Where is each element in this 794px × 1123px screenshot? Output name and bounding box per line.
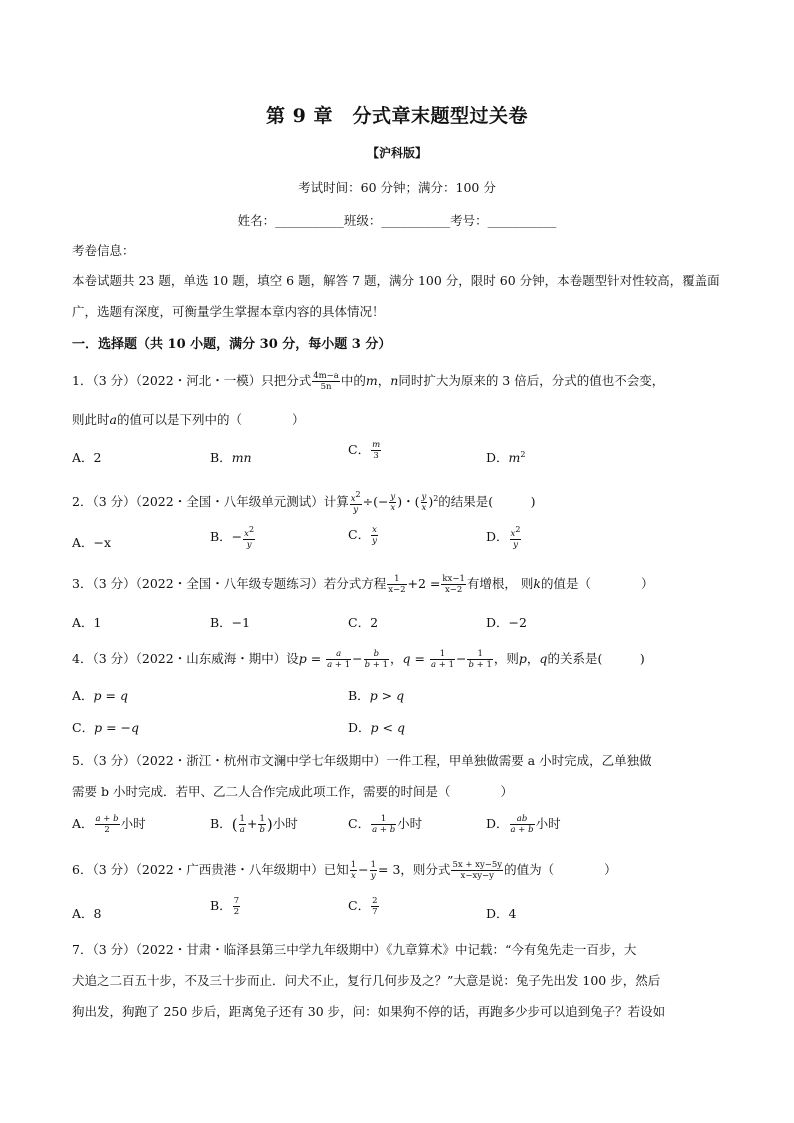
question-4: 4．（3 分）（2022・山东威海・期中）设p = $\frac{a}{a + 1}$ − $\frac{b}{b + 1}$ ，q = $\frac{1}{a + 1}$ − $\frac{1}{b + 1}$ ，则p，q的关系是( ) [72,649,645,670]
option-a[interactable]: A．−x [72,535,112,550]
question-6: 6．（3 分）（2022・广西贵港・八年级期中）已知 $\frac{1}{x}$ − $\frac{1}{y}$ = 3，则分式 $\frac{5x + xy-5y}{x-xy-y}$ 的值为（ ） [72,860,617,881]
option-a[interactable]: A．8 [72,906,102,921]
option-a[interactable]: A．2 [72,450,102,465]
question-7-line1: 7．（3 分）（2022・甘肃・临泽县第三中学九年级期中）《九章算术》中记载：“今有兔先走一百步，大 [72,942,637,957]
option-d[interactable]: D．−2 [486,615,527,630]
student-info-line: 姓名：___________班级：___________考号：___________ [237,213,557,228]
option-a[interactable]: A．1 [72,615,102,630]
option-b[interactable]: B． $\frac{7}{2}$ [210,896,240,917]
option-d[interactable]: D．p < q [348,720,405,735]
question-5-line2: 需要 b 小时完成．若甲、乙二人合作完成此项工作，需要的时间是（ ） [72,784,513,799]
question-3: 3．（3 分）（2022・全国・八年级专题练习）若分式方程 $\frac{1}{x-2}$ +2 = $\frac{kx-1}{x-2}$ 有增根， 则k的值是（ ） [72,574,654,595]
question-7-line3: 狗出发，狗跑了 250 步后，距离兔子还有 30 步，问：如果狗不停的话，再跑多少步可以追到兔子？若设如 [72,1004,666,1019]
option-d[interactable]: D．4 [486,906,517,921]
option-d[interactable]: D．$m^2$ [486,449,526,465]
question-1-line2: 则此时a的值可以是下列中的（ ） [72,412,305,427]
fraction: $\frac{4m-a}{5n}$ [313,371,339,392]
info-text: 本卷试题共 23 题，单选 10 题，填空 6 题，解答 7 题，满分 100 分，限时 60 分钟，本卷题型针对性较高，覆盖面广，选题有深度，可衡量学生掌握本章内容的具体情况！ [72,273,720,319]
page-title: 第 9 章 分式章末题型过关卷 [266,105,528,127]
option-b[interactable]: B．− $\frac{x^2}{y}$ [210,525,255,550]
option-c[interactable]: C．2 [348,615,379,630]
section-title: 一．选择题（共 10 小题，满分 30 分，每小题 3 分） [72,337,392,352]
question-2: 2．（3 分）（2022・全国・八年级单元测试）计算 $\frac{x^2}{y}$ ÷(− $\frac{y}{x}$ )・( $\frac{y}{x}$ )$^2$的结果是( ) [72,490,536,515]
option-b[interactable]: B．( $\frac{1}{a}$ + $\frac{1}{b}$ )小时 [210,814,298,835]
option-b[interactable]: B．mn [210,450,252,465]
edition-label: 【沪科版】 [366,146,427,160]
question-1: 1．（3 分）（2022・河北・一模）只把分式 $\frac{4m-a}{5n}$ 中的m，n同时扩大为原来的 3 倍后，分式的值也不会变， [72,371,665,392]
option-d[interactable]: D． $\frac{ab}{a + b}$ 小时 [486,814,561,835]
option-a[interactable]: A．p = q [72,688,128,703]
info-heading: 考卷信息： [72,243,135,258]
option-c[interactable]: C． $\frac{m}{3}$ [348,440,381,461]
question-5-line1: 5．（3 分）（2022・浙江・杭州市文澜中学七年级期中）一件工程，甲单独做需要 a 小时完成，乙单独做 [72,753,652,768]
option-a[interactable]: A． $\frac{a + b}{2}$ 小时 [72,814,146,835]
option-d[interactable]: D． $\frac{x^2}{y}$ [486,525,521,550]
option-c[interactable]: C． $\frac{2}{7}$ [348,896,378,917]
question-7-line2: 犬追之二百五十步，不及三十步而止．问犬不止，复行几何步及之？”大意是说：兔子先出发 100 步，然后 [72,973,661,988]
option-b[interactable]: B．−1 [210,615,251,630]
exam-time: 考试时间：60 分钟；满分：100 分 [298,180,496,195]
option-c[interactable]: C． $\frac{x}{y}$ [348,525,377,546]
option-c[interactable]: C． $\frac{1}{a + b}$ 小时 [348,814,423,835]
option-b[interactable]: B．p > q [348,688,405,703]
option-c[interactable]: C．p = −q [72,720,140,735]
